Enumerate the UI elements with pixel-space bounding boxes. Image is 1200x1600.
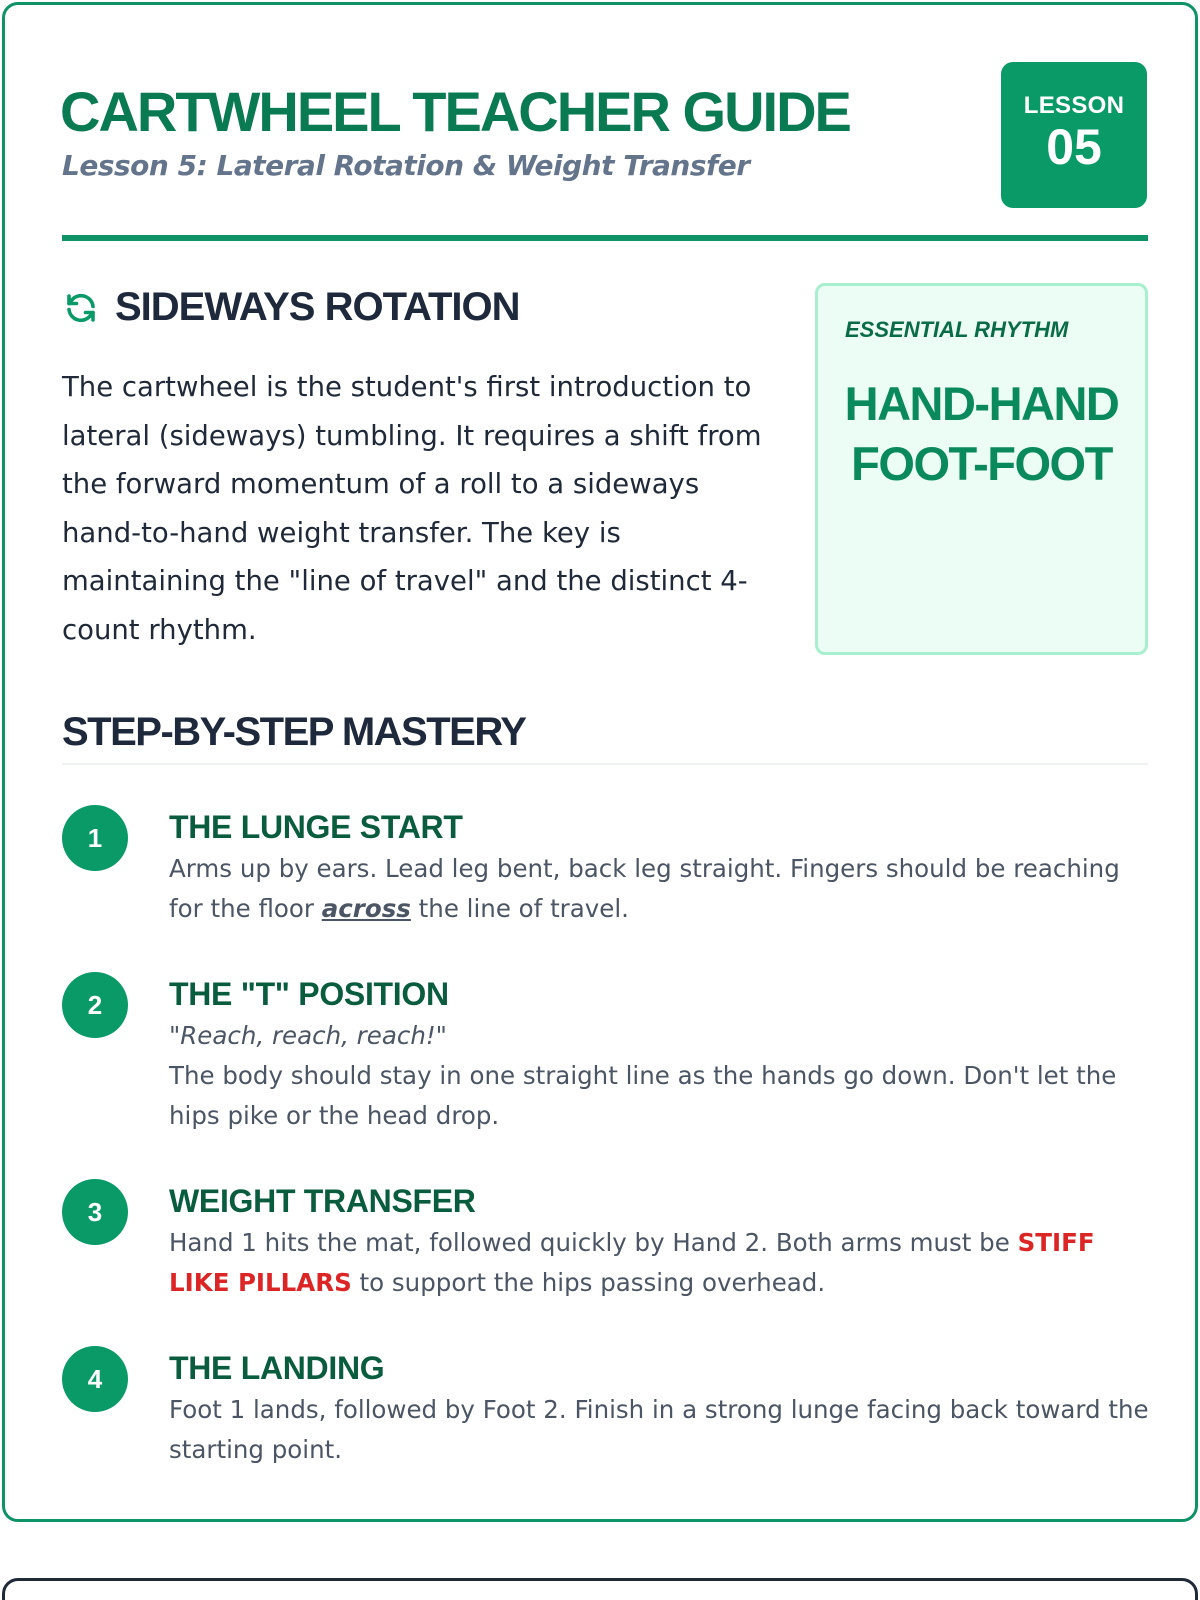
step-description: [169, 849, 1154, 929]
step-number-badge: 4: [62, 1346, 128, 1412]
step-title: THE LANDING: [169, 1350, 385, 1386]
page-subtitle: Lesson 5: Lateral Rotation & Weight Transfer: [62, 149, 750, 182]
rhythm-text: HAND-HAND FOOT-FOOT: [844, 377, 1119, 490]
step-body: [169, 807, 1154, 929]
step-description: The body should stay in one straight line as the hands go down. Don't let the hips pike or the head drop.: [169, 1061, 1117, 1130]
step-description: Foot 1 lands, followed by Foot 2. Finish in a strong lunge facing back toward the starting point.: [169, 1395, 1149, 1464]
lesson-badge-label: LESSON: [1023, 92, 1125, 119]
header-divider: [62, 235, 1148, 241]
step-desc-text: to support the hips passing overhead.: [351, 1268, 826, 1297]
steps-title: STEP-BY-STEP MASTERY: [62, 710, 526, 754]
lesson-badge: [1001, 62, 1147, 208]
rhythm-label: ESSENTIAL RHYTHM: [845, 317, 1069, 342]
step-desc-text: the line of travel.: [410, 894, 629, 923]
step-title: THE "T" POSITION: [169, 976, 449, 1012]
step-desc-text: Hand 1 hits the mat, followed quickly by Hand 2. Both arms must be: [169, 1228, 1018, 1257]
step-title: THE LUNGE START: [169, 809, 463, 845]
step-number-badge: 2: [62, 972, 128, 1038]
step-body: [169, 974, 1154, 1136]
section-title: SIDEWAYS ROTATION: [115, 285, 520, 329]
rotate-icon: [63, 290, 99, 326]
section-intro: The cartwheel is the student's first introduction to lateral (sideways) tumbling. It requires a shift from the forward momentum of a roll to a sideways hand-to-hand weight transfer. The key is maintaining the "line of travel" and the distinct 4-count rhythm.: [62, 371, 762, 646]
page-title: CARTWHEEL TEACHER GUIDE: [60, 80, 850, 143]
step-body: [169, 1181, 1154, 1303]
step-quote: "Reach, reach, reach!": [169, 1021, 447, 1050]
step-desc-emphasis: across: [321, 894, 411, 923]
step-desc-text: Arms up by ears. Lead leg bent, back leg straight. Fingers should be reaching for the floor: [169, 854, 1120, 923]
step-title: WEIGHT TRANSFER: [169, 1183, 476, 1219]
step-desc-alert: STIFF LIKE PILLARS: [169, 1228, 1095, 1297]
steps-divider: [62, 763, 1148, 765]
step-number-badge: 1: [62, 805, 128, 871]
lesson-badge-number: 05: [1046, 119, 1102, 175]
next-card: [2, 1578, 1198, 1600]
step-body: [169, 1348, 1154, 1470]
step-description: [169, 1223, 1154, 1303]
guide-card: [2, 2, 1198, 1522]
step-number-badge: 3: [62, 1179, 128, 1245]
rhythm-callout: [815, 283, 1148, 655]
